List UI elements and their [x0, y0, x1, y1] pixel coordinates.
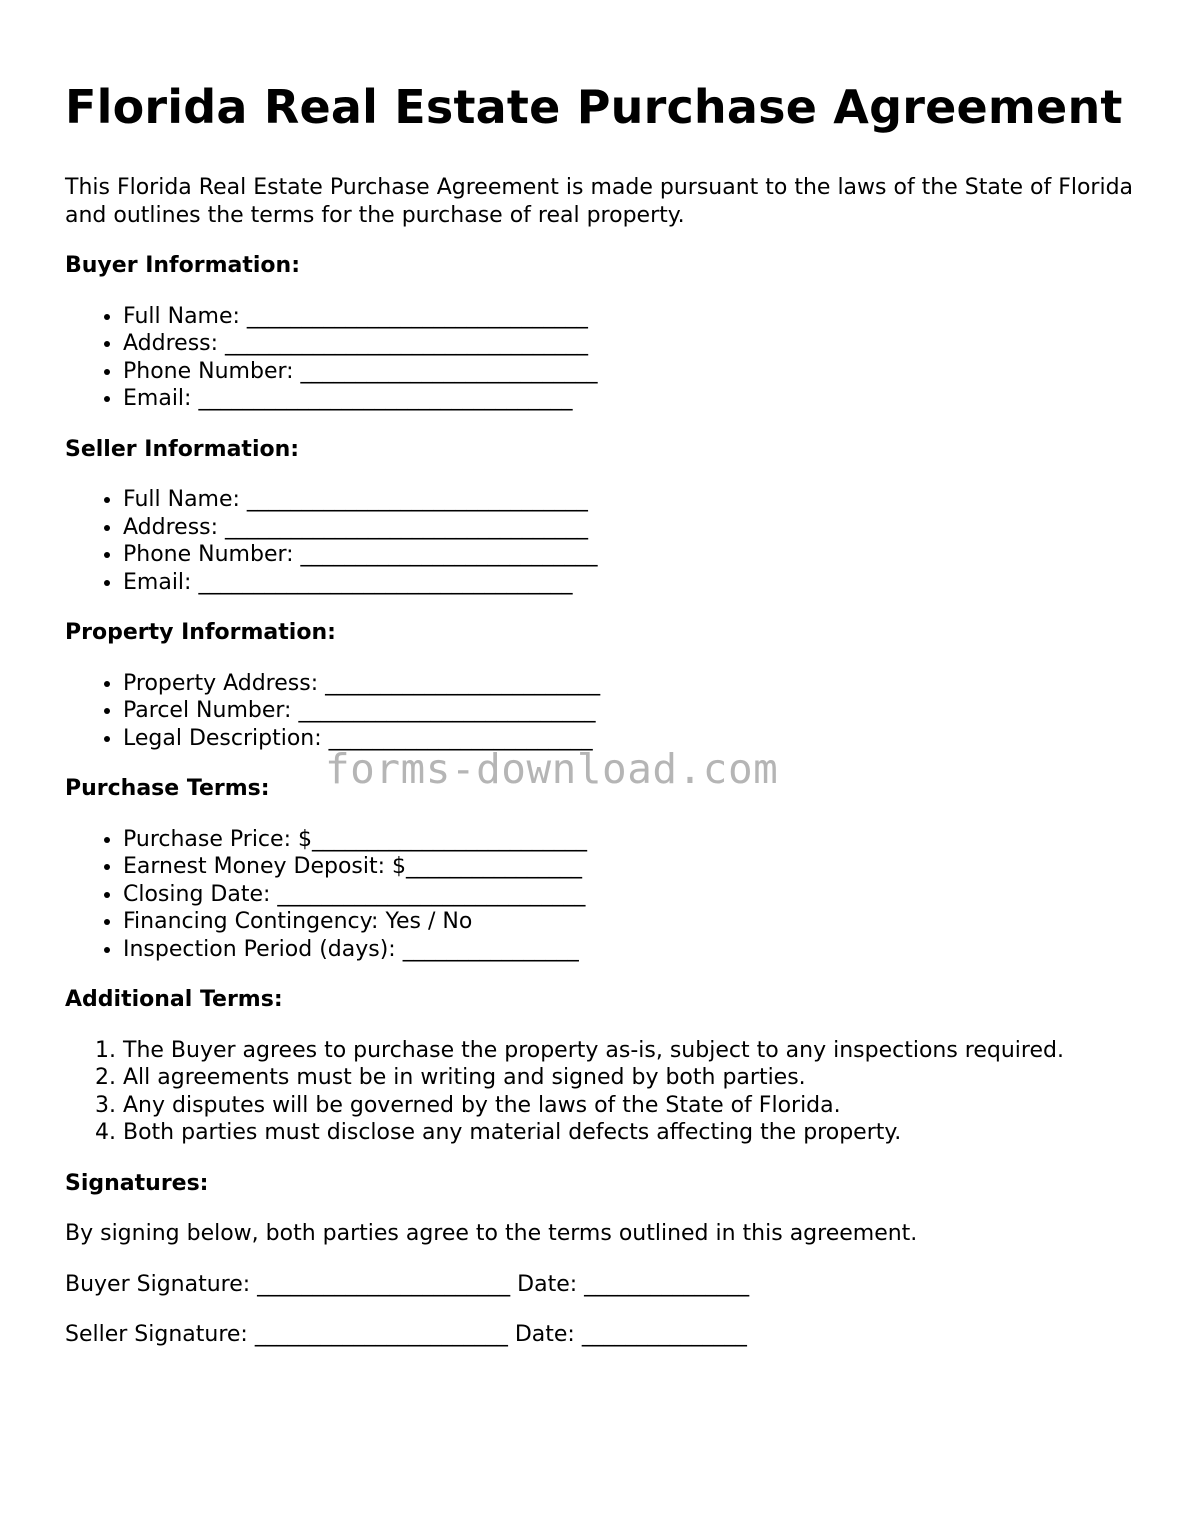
seller-address-field: • Address: _________________________________: [123, 514, 1145, 542]
property-section-heading: Property Information:: [65, 620, 336, 645]
additional-term-item: 3. Any disputes will be governed by the laws of the State of Florida.: [123, 1092, 1145, 1120]
buyer-phone-field: • Phone Number: ___________________________: [123, 358, 1145, 386]
purchase-price-field: • Purchase Price: $_________________________: [123, 826, 1145, 854]
legal-description-field: • Legal Description: ________________________: [123, 725, 1145, 753]
financing-contingency-field: • Financing Contingency: Yes / No: [123, 908, 1145, 936]
property-address-field: • Property Address: _________________________: [123, 670, 1145, 698]
signatures-heading: Signatures:: [65, 1170, 209, 1196]
seller-signature-line: Seller Signature: _______________________ Date: _______________: [65, 1322, 747, 1347]
intro-paragraph: This Florida Real Estate Purchase Agreement is made pursuant to the laws of the State of Florida and outlines the terms for the purchase of real property.: [65, 175, 1134, 228]
buyer-section-heading: Buyer Information:: [65, 253, 300, 278]
buyer-email-field: • Email: __________________________________: [123, 385, 1145, 413]
seller-email-field: • Email: __________________________________: [123, 569, 1145, 597]
additional-term-item: 4. Both parties must disclose any material defects affecting the property.: [123, 1119, 1145, 1147]
seller-phone-field: • Phone Number: ___________________________: [123, 541, 1145, 569]
seller-section-heading: Seller Information:: [65, 436, 300, 462]
buyer-full-name-field: • Full Name: _______________________________: [123, 303, 1145, 331]
additional-term-item: 1. The Buyer agrees to purchase the property as-is, subject to any inspections required.: [123, 1037, 1145, 1065]
seller-info-list: [65, 486, 1145, 596]
signatures-statement: By signing below, both parties agree to the terms outlined in this agreement.: [65, 1221, 918, 1246]
buyer-info-list: [65, 303, 1145, 413]
watermark: forms-download.com: [325, 745, 779, 793]
additional-terms-list: [65, 1037, 1145, 1147]
page-title: Florida Real Estate Purchase Agreement: [65, 80, 1123, 134]
buyer-signature-line: Buyer Signature: _______________________ Date: _______________: [65, 1271, 750, 1297]
document-page: [65, 80, 1145, 1349]
purchase-terms-list: [65, 826, 1145, 964]
seller-full-name-field: • Full Name: _______________________________: [123, 486, 1145, 514]
earnest-money-field: • Earnest Money Deposit: $________________: [123, 853, 1145, 881]
closing-date-field: • Closing Date: ____________________________: [123, 881, 1145, 909]
additional-term-item: 2. All agreements must be in writing and signed by both parties.: [123, 1064, 1145, 1092]
purchase-terms-heading: Purchase Terms:: [65, 776, 270, 801]
additional-terms-heading: Additional Terms:: [65, 987, 283, 1012]
buyer-address-field: • Address: _________________________________: [123, 330, 1145, 358]
property-info-list: [65, 670, 1145, 753]
parcel-number-field: • Parcel Number: ___________________________: [123, 697, 1145, 725]
inspection-period-field: • Inspection Period (days): ________________: [123, 936, 1145, 964]
